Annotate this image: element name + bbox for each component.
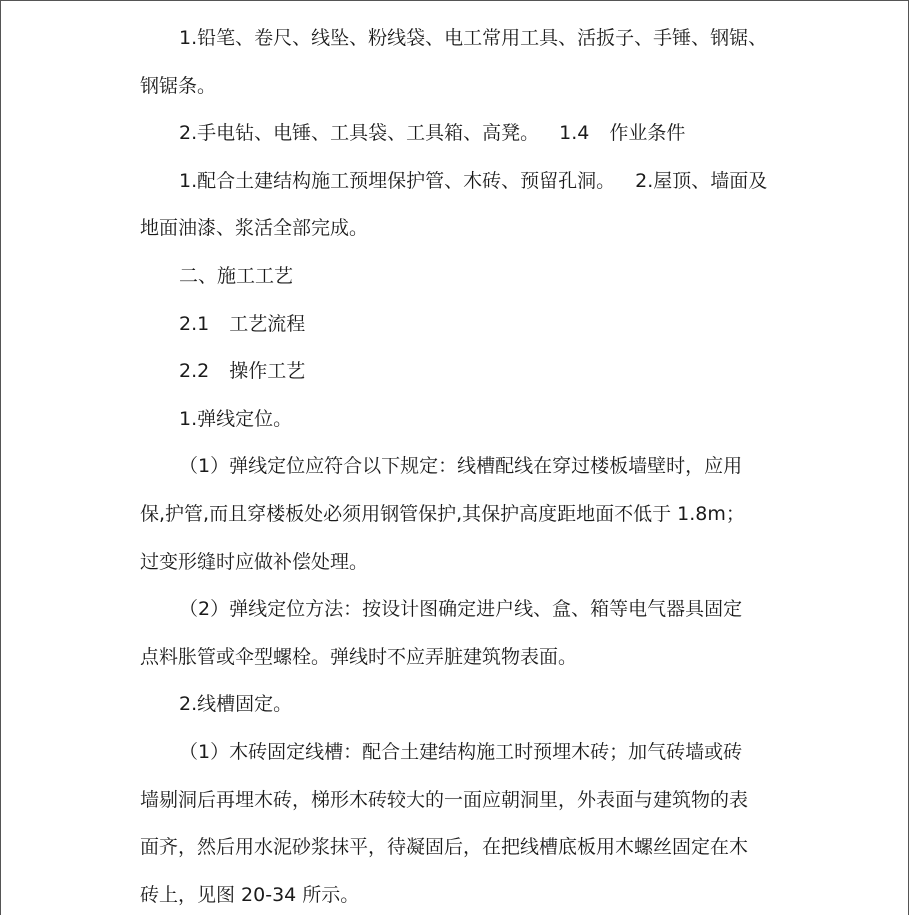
subsection-title: 操作工艺 bbox=[229, 360, 306, 383]
section-number: 1.4 bbox=[559, 122, 590, 145]
section-heading: 二、施工工艺 bbox=[179, 264, 294, 287]
conditions-paragraph bbox=[140, 158, 780, 253]
text-line: 钢锯条。 bbox=[140, 74, 217, 97]
text-line: 保,护管,而且穿楼板处必须用钢管保护,其保护高度距地面不低于 1.8m； bbox=[140, 502, 745, 525]
tools-list-paragraph bbox=[140, 15, 780, 110]
document-body bbox=[140, 15, 780, 919]
text-line: 面齐，然后用水泥砂浆抹平，待凝固后，在把线槽底板用木螺丝固定在木 bbox=[140, 836, 749, 859]
text-span: 2.手电钻、电锤、工具袋、工具箱、高凳。 bbox=[179, 122, 540, 145]
text-line: 点料胀管或伞型螺栓。弹线时不应弄脏建筑物表面。 bbox=[140, 645, 578, 668]
text-line: 砖上，见图 20-34 所示。 bbox=[140, 883, 360, 906]
item-heading: 2.线槽固定。 bbox=[179, 693, 293, 716]
fixing-paragraph bbox=[140, 729, 780, 919]
text-line: 地面油漆、浆活全部完成。 bbox=[140, 217, 369, 240]
subsection-title: 工艺流程 bbox=[229, 312, 306, 335]
text-line bbox=[140, 158, 780, 206]
subsection-number: 2.2 bbox=[179, 360, 210, 383]
item-heading: 1.弹线定位。 bbox=[179, 407, 293, 430]
section-title: 作业条件 bbox=[609, 122, 686, 145]
text-line: （2）弹线定位方法：按设计图确定进户线、盒、箱等电气器具固定 bbox=[179, 598, 743, 621]
text-line: 墙剔洞后再埋木砖，梯形木砖较大的一面应朝洞里，外表面与建筑物的表 bbox=[140, 788, 749, 811]
text-line: （1）弹线定位应符合以下规定：线槽配线在穿过楼板墙壁时，应用 bbox=[179, 455, 743, 478]
text-line: （1）木砖固定线槽：配合土建结构施工时预埋木砖；加气砖墙或砖 bbox=[179, 740, 743, 763]
subsection-number: 2.1 bbox=[179, 312, 210, 335]
subsection-heading-2-2 bbox=[140, 348, 780, 396]
tools-list-paragraph-2 bbox=[140, 110, 780, 158]
text-span: 1.配合土建结构施工预埋保护管、木砖、预留孔洞。 bbox=[179, 169, 616, 192]
rules-paragraph bbox=[140, 443, 780, 586]
text-line: 过变形缝时应做补偿处理。 bbox=[140, 550, 369, 573]
method-paragraph bbox=[140, 586, 780, 681]
text-line: 1.铅笔、卷尺、线坠、粉线袋、电工常用工具、活扳子、手锤、钢锯、 bbox=[179, 27, 768, 49]
text-span: 2.屋顶、墙面及 bbox=[635, 169, 768, 192]
subsection-heading-2-1 bbox=[140, 301, 780, 349]
